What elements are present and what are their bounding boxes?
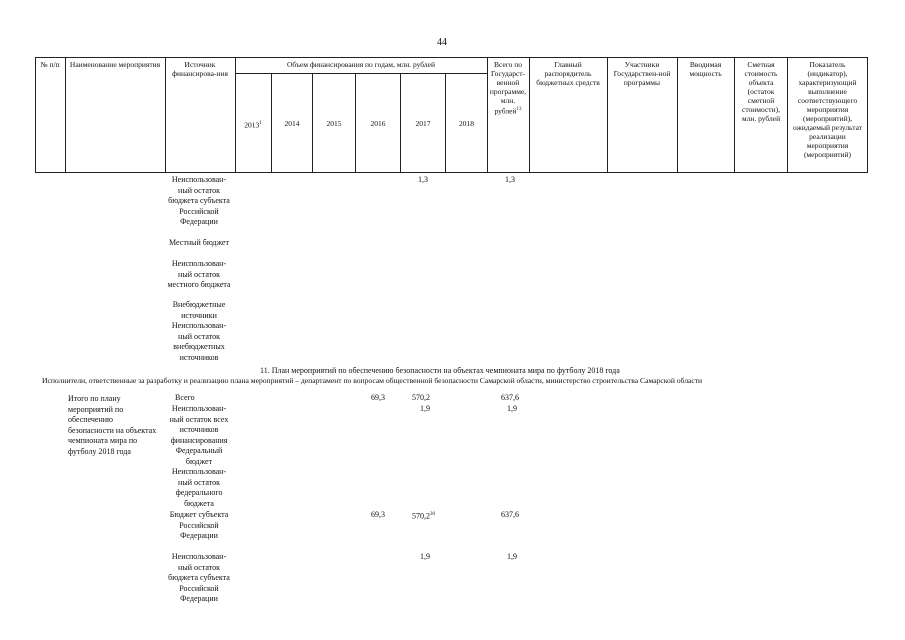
page-number: 44 bbox=[437, 37, 447, 48]
upper-row-1-source: Неиспользован-ный остаток бюджета субъекта Российской Федерации bbox=[168, 175, 230, 226]
upper-row-1-total: 1,3 bbox=[505, 175, 515, 184]
header-total: Всего по Государст-венной программе, млн. рублей$^{13}$ bbox=[489, 60, 527, 116]
header-indicator: Показатель (индикатор), характеризующий выполнение соответствующего мероприятия (мероприятий), ожидаемый результат реализации мероприятия (мероприятий) bbox=[793, 60, 862, 159]
upper-row-4-source: Внебюджетные источники bbox=[172, 300, 226, 320]
upper-row-1-2017: 1,3 bbox=[418, 175, 428, 184]
header-admin: Главный распорядитель бюджетных средств bbox=[536, 60, 600, 87]
lower-row-3-source: Федеральный бюджет bbox=[175, 446, 223, 466]
lower-row-2-source: Неиспользован-ный остаток всех источников финансирования bbox=[169, 404, 229, 445]
lower-row-2-total: 1,9 bbox=[507, 404, 517, 413]
upper-row-2-source: Местный бюджет bbox=[169, 238, 229, 247]
header-year-2016: 2016 bbox=[370, 119, 386, 128]
lower-row-5-2016: 69,3 bbox=[371, 510, 385, 519]
header-participants: Участники Государствен-ной программы bbox=[613, 60, 671, 87]
table-header bbox=[35, 57, 868, 173]
lower-row-2-2017: 1,9 bbox=[420, 404, 430, 413]
header-funding: Объем финансирования по годам, млн. рублей bbox=[286, 60, 436, 69]
lower-row-5-source: Бюджет субъекта Российской Федерации bbox=[169, 510, 229, 540]
header-year-2017: 2017 bbox=[415, 119, 431, 128]
upper-row-3-source: Неиспользован-ный остаток местного бюджета bbox=[167, 259, 231, 289]
section-executors: Исполнители, ответственные за разработку и реализацию плана мероприятий – департамент по вопросам общественной безопасности Самарской области, министерство строительства Самарской области bbox=[42, 376, 703, 385]
upper-row-5-source: Неиспользован-ный остаток внебюджетных источников bbox=[171, 321, 227, 362]
header-year-2015: 2015 bbox=[326, 119, 342, 128]
header-cost: Сметная стоимость объекта (остаток сметной стоимости), млн. рублей bbox=[741, 60, 781, 123]
header-capacity: Вводимая мощность bbox=[689, 60, 722, 78]
lower-row-6-2017: 1,9 bbox=[420, 552, 430, 561]
header-year-2014: 2014 bbox=[284, 119, 300, 128]
lower-row-6-source: Неиспользован-ный остаток бюджета субъекта Российской Федерации bbox=[168, 552, 230, 603]
header-num: № п/п bbox=[40, 60, 60, 69]
header-source: Источник финансирова-ния bbox=[172, 60, 228, 78]
section-title: 11. План мероприятий по обеспечению безопасности на объектах чемпионата мира по футболу 2018 года bbox=[260, 366, 620, 375]
lower-row-1-2016: 69,3 bbox=[371, 393, 385, 402]
header-year-2013: 2013$^1$ bbox=[244, 120, 262, 130]
lower-row-1-source: Всего bbox=[175, 393, 195, 402]
lower-row-5-total: 637,6 bbox=[501, 510, 519, 519]
lower-row-4-source: Неиспользован-ный остаток федерального бюджета bbox=[171, 467, 227, 508]
plan-name: Итого по плану мероприятий по обеспечению безопасности на объектах чемпионата мира по футболу 2018 года bbox=[68, 394, 157, 456]
lower-row-1-2017: 570,2 bbox=[412, 393, 430, 402]
lower-row-5-2017: 570,2$^{30}$ bbox=[412, 511, 435, 521]
lower-row-1-total: 637,6 bbox=[501, 393, 519, 402]
header-year-2018: 2018 bbox=[459, 119, 474, 128]
header-name: Наименование мероприятия bbox=[69, 60, 161, 69]
lower-row-6-total: 1,9 bbox=[507, 552, 517, 561]
